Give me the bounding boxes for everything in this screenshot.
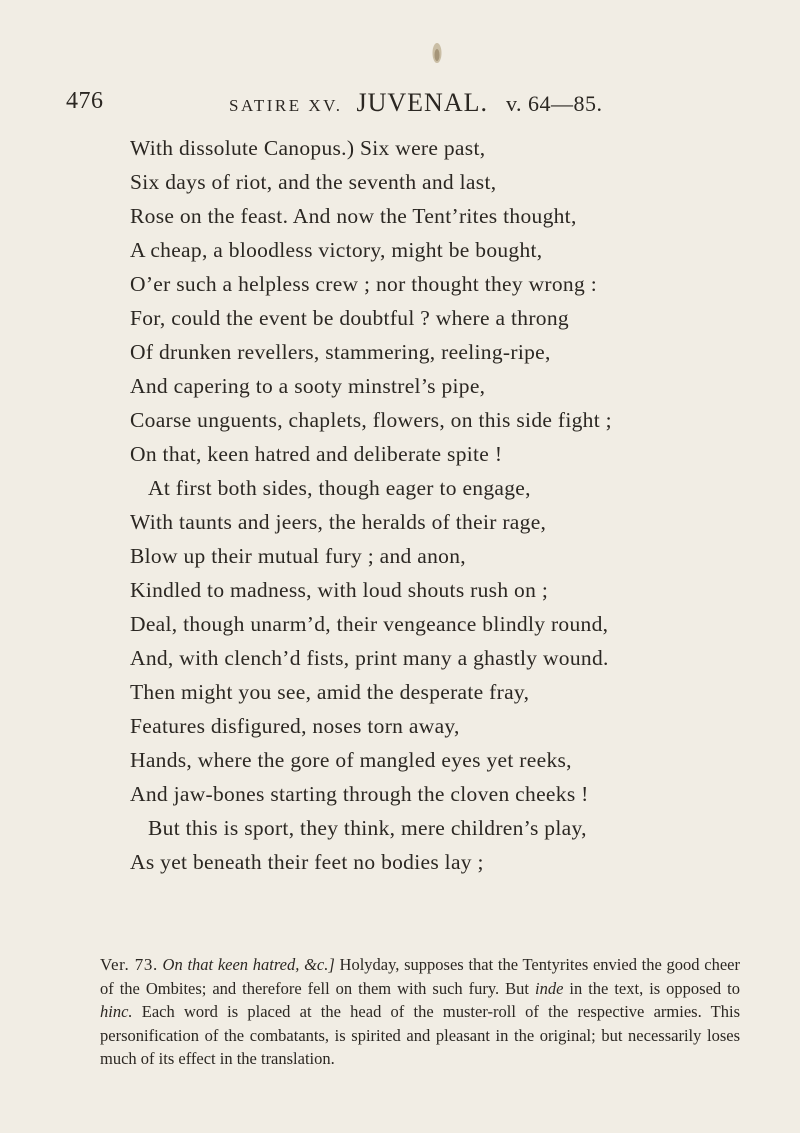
verse-line: And capering to a sooty minstrel’s pipe, (130, 374, 486, 398)
verse-line: A cheap, a bloodless victory, might be bought, (130, 238, 543, 262)
verse-line: O’er such a helpless crew ; nor thought they wrong : (130, 272, 597, 296)
verse-line: Coarse unguents, chaplets, flowers, on this side fight ; (130, 408, 612, 432)
verse-line: Deal, though unarm’d, their vengeance blindly round, (130, 612, 609, 636)
verse-line: With taunts and jeers, the heralds of their rage, (130, 510, 547, 534)
verse-line: Rose on the feast. And now the Tent’rites thought, (130, 204, 577, 228)
footnote-paragraph (100, 953, 740, 1071)
footnote-lemma: On that keen hatred, &c.] (162, 955, 335, 974)
author-name: JUVENAL. (356, 88, 488, 117)
running-title (229, 88, 603, 118)
verse-line: Of drunken revellers, stammering, reeling-ripe, (130, 340, 551, 364)
footnote (100, 953, 740, 1071)
verse-line: But this is sport, they think, mere children’s play, (148, 816, 587, 840)
verse-line: At first both sides, though eager to engage, (148, 476, 531, 500)
satire-label: SATIRE XV. (229, 96, 343, 115)
verse-line: As yet beneath their feet no bodies lay ; (130, 850, 484, 874)
ink-blot-ornament (431, 40, 443, 66)
verse-line: And jaw-bones starting through the cloven cheeks ! (130, 782, 589, 806)
page-number: 476 (66, 88, 104, 114)
footnote-latin-word: hinc. (100, 1002, 133, 1021)
footnote-latin-word: inde (534, 978, 564, 998)
footnote-text: in the text, is opposed to (563, 978, 740, 998)
verse-line: For, could the event be doubtful ? where a throng (130, 306, 569, 330)
verse-line: Hands, where the gore of mangled eyes yet reeks, (130, 748, 572, 772)
verse-line: Features disfigured, noses torn away, (130, 714, 460, 738)
verse-line: Blow up their mutual fury ; and anon, (130, 544, 466, 568)
verse-line: Kindled to madness, with loud shouts rush on ; (130, 578, 549, 602)
verse-line: And, with clench’d fists, print many a ghastly wound. (130, 646, 609, 670)
footnote-verse-ref: Ver. 73. (100, 955, 158, 974)
footnote-text: Holyday, supposes that the Tentyrites envied the good cheer of the Ombites; and therefore fell on them with such fury. But (100, 955, 740, 998)
verse-range: v. 64—85. (505, 91, 603, 116)
running-header (0, 88, 800, 118)
verse-line: Six days of riot, and the seventh and last, (130, 170, 497, 194)
verse-line: On that, keen hatred and deliberate spite ! (130, 442, 503, 466)
verse-line: Then might you see, amid the desperate fray, (130, 680, 530, 704)
verse-line: With dissolute Canopus.) Six were past, (130, 136, 486, 160)
footnote-text: Each word is placed at the head of the muster-roll of the respective armies. This personification of the combatants, is spirited and pleasant in the original; but necessarily loses much of its effect in the translation. (100, 1002, 740, 1068)
